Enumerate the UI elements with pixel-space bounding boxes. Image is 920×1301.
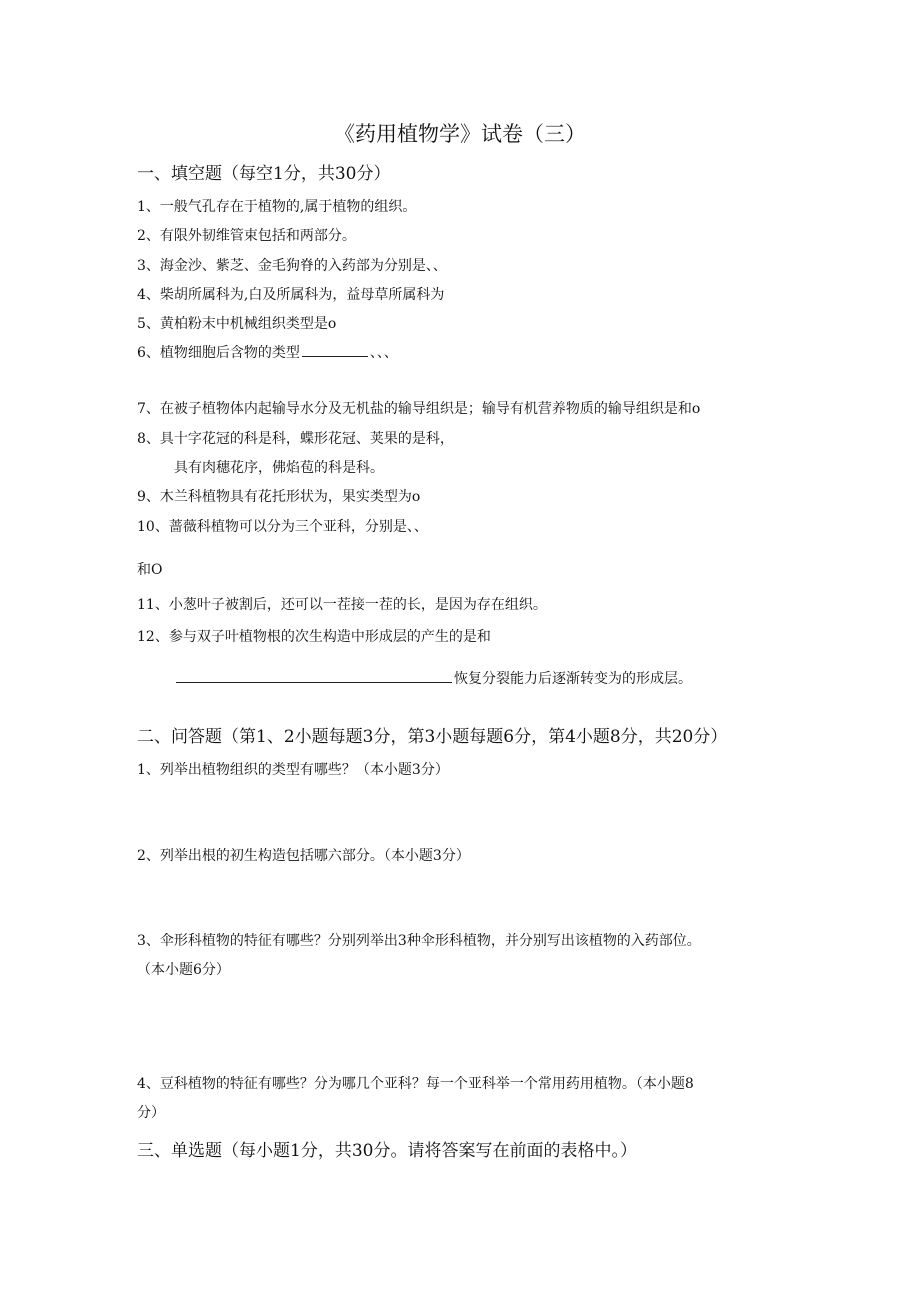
fill-question-7: 7、在被子植物体内起输导水分及无机盐的输导组织是；输导有机营养物质的输导组织是和o xyxy=(137,401,701,417)
fill-question-6 xyxy=(137,344,398,362)
essay-question-2: 2、列举出根的初生构造包括哪六部分。（本小题3分） xyxy=(137,848,470,864)
answer-blank xyxy=(302,344,368,357)
fill-question-4: 4、柴胡所属科为,白及所属科为，益母草所属科为 xyxy=(137,287,445,303)
fill-question-8-line2: 具有肉穗花序，佛焰苞的科是科。 xyxy=(174,460,384,476)
essay-question-4-line1: 4、豆科植物的特征有哪些？分为哪几个亚科？每一个亚科举一个常用药用植物。（本小题8 xyxy=(137,1076,694,1092)
essay-question-3-line1: 3、伞形科植物的特征有哪些？分别列举出3种伞形科植物，并分别写出该植物的入药部位。 xyxy=(137,933,701,949)
fill-question-10-line1: 10、蔷薇科植物可以分为三个亚科，分别是、、 xyxy=(137,519,428,535)
fill-question-1: 1、一般气孔存在于植物的,属于植物的组织。 xyxy=(137,199,417,215)
fill-question-3: 3、海金沙、紫芝、金毛狗脊的入药部为分别是、、 xyxy=(137,258,447,274)
fill-question-9: 9、木兰科植物具有花托形状为，果实类型为o xyxy=(137,489,421,505)
essay-question-1: 1、列举出植物组织的类型有哪些？（本小题3分） xyxy=(137,762,449,778)
fill-question-11: 11、小葱叶子被割后，还可以一茬接一茬的长，是因为存在组织。 xyxy=(137,597,547,613)
exam-title: 《药用植物学》试卷（三） xyxy=(334,122,586,146)
fill-question-6-prefix: 6、植物细胞后含物的类型 xyxy=(137,345,300,361)
section2-heading: 二、问答题（第1、2小题每题3分，第3小题每题6分，第4小题8分，共20分） xyxy=(137,727,728,747)
fill-question-12-line2 xyxy=(176,670,692,688)
fill-question-5: 5、黄柏粉末中机械组织类型是o xyxy=(137,316,337,332)
fill-question-12-line2-suffix: 恢复分裂能力后逐渐转变为的形成层。 xyxy=(454,671,692,687)
fill-question-6-suffix: 、、、 xyxy=(369,345,398,361)
answer-blank-long xyxy=(176,670,452,683)
fill-question-12-line1: 12、参与双子叶植物根的次生构造中形成层的产生的是和 xyxy=(137,629,491,645)
fill-question-2: 2、有限外韧维管束包括和两部分。 xyxy=(137,228,356,244)
essay-question-3-line2: （本小题6分） xyxy=(137,962,230,978)
section1-heading: 一、填空题（每空1分，共30分） xyxy=(137,164,391,184)
fill-question-10-line2: 和O xyxy=(137,562,163,578)
fill-question-8-line1: 8、具十字花冠的科是科，蝶形花冠、荚果的是科， xyxy=(137,431,454,447)
essay-question-4-line2: 分） xyxy=(137,1105,165,1121)
section3-heading: 三、单选题（每小题1分，共30分。请将答案写在前面的表格中。） xyxy=(137,1141,637,1161)
